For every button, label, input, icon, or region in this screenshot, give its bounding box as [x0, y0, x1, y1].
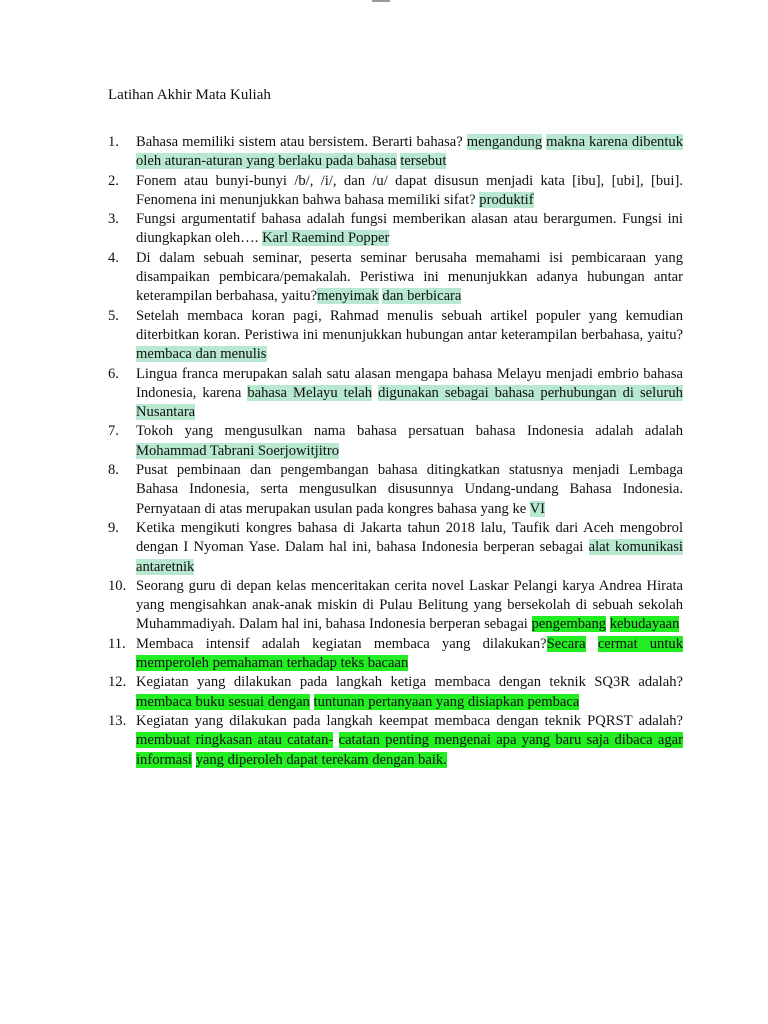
question-number: 9. [108, 519, 119, 536]
answer-highlight: Mohammad Tabrani Soerjowitjitro [136, 442, 339, 459]
question-segment: Lingua franca merupakan salah satu alasan mengapa bahasa Melayu menjadi embrio bahasa Indonesia, karena [136, 365, 683, 401]
question-item [108, 422, 683, 461]
question-segment: Setelah membaca koran pagi, Rahmad menulis sebuah artikel populer yang kemudian diterbitkan koran. Peristiwa ini menunjukkan hubungan antar keterampilan berbahasa, yaitu? [136, 307, 683, 343]
question-segment: Kegiatan yang dilakukan pada langkah ketiga membaca dengan teknik SQ3R adalah? [136, 674, 683, 691]
question-number: 5. [108, 307, 119, 324]
question-segment: Di dalam sebuah seminar, peserta seminar berusaha memahami isi pembicaraan yang disampaikan pembicara/pemakalah. Peristiwa ini menunjukkan adanya hubungan antar keterampilan berbahasa, yaitu? [136, 249, 683, 305]
question-segment: Fungsi argumentatif bahasa adalah fungsi memberikan alasan atau berargumen. Fungsi ini diungkapkan oleh…. [136, 211, 683, 247]
page-top-mark [372, 0, 390, 2]
question-number: 6. [108, 365, 119, 382]
question-number: 10. [108, 577, 127, 594]
question-item [108, 577, 683, 635]
question-text [136, 712, 683, 770]
question-text [136, 210, 683, 249]
question-segment: Pusat pembinaan dan pengembangan bahasa ditingkatkan statusnya menjadi Lembaga Bahasa Indonesia, serta mengusulkan disusunnya Undang-undang Bahasa Indonesia. Pernyataan di atas merupakan usulan pada kongres bahasa yang ke [136, 462, 683, 517]
question-item [108, 172, 683, 211]
question-text [136, 172, 683, 211]
answer-highlight: alat komunikasi antaretnik [136, 539, 683, 575]
question-segment: Tokoh yang mengusulkan nama bahasa persatuan bahasa Indonesia adalah adalah [136, 423, 683, 440]
answer-highlight: digunakan sebagai bahasa perhubungan di seluruh Nusantara [136, 384, 683, 421]
question-segment: Kegiatan yang dilakukan pada langkah keempat membaca dengan teknik PQRST adalah? [136, 712, 683, 729]
answer-highlight: Karl Raemind Popper [262, 230, 390, 247]
question-number: 13. [108, 712, 127, 729]
answer-highlight: VI [529, 500, 546, 517]
answer-highlight: dan berbicara [382, 288, 462, 305]
question-text [136, 365, 683, 423]
question-number: 3. [108, 211, 119, 228]
answer-highlight: yang diperoleh dapat terekam dengan baik. [195, 751, 447, 768]
answer-highlight: produktif [479, 191, 534, 208]
answer-highlight: menyimak [317, 288, 379, 305]
question-item [108, 307, 683, 365]
answer-highlight: bahasa Melayu telah [247, 384, 373, 401]
answer-highlight: membaca dan menulis [136, 346, 267, 363]
question-segment [333, 732, 338, 748]
question-segment: Membaca intensif adalah kegiatan membaca yang dilakukan? [136, 635, 547, 652]
question-number: 8. [108, 462, 119, 479]
question-list [108, 133, 683, 770]
question-item [108, 210, 683, 249]
answer-highlight: membuat ringkasan atau catatan- [136, 732, 334, 749]
answer-highlight: cermat untuk memperoleh pemahaman terhadap teks bacaan [136, 635, 684, 672]
document-title: Latihan Akhir Mata Kuliah [108, 87, 271, 103]
question-segment: Fonem atau bunyi-bunyi /b/, /i/, dan /u/ dapat disusun menjadi kata [ibu], [ubi], [bui]. Fenomena ini menunjukkan bahwa bahasa memiliki sifat? [136, 172, 683, 208]
answer-highlight: pengembang [531, 616, 607, 633]
question-text [136, 249, 683, 307]
question-number: 4. [108, 249, 119, 266]
question-segment: Ketika mengikuti kongres bahasa di Jakarta tahun 2018 lalu, Taufik dari Aceh mengobrol dengan I Nyoman Yase. Dalam hal ini, bahasa Indonesia berperan sebagai [136, 519, 683, 556]
answer-highlight: Secara [546, 635, 586, 652]
answer-highlight: makna karena dibentuk oleh aturan-aturan yang berlaku pada bahasa [136, 134, 684, 170]
question-text [136, 461, 683, 519]
question-text [136, 673, 683, 712]
question-number: 2. [108, 172, 119, 189]
question-segment: Seorang guru di depan kelas menceritakan cerita novel Laskar Pelangi karya Andrea Hirata yang mengisahkan anak-anak miskin di Pulau Belitung yang bersekolah di sebuah sekolah Muhammadiyah. Dalam hal ini, bahasa Indonesia berperan sebagai [136, 577, 683, 633]
answer-highlight: kebudayaan [609, 616, 680, 633]
question-number: 11. [108, 635, 126, 652]
question-number: 7. [108, 423, 119, 440]
question-item [108, 673, 683, 712]
question-text [136, 635, 683, 674]
answer-highlight: tersebut [400, 153, 447, 170]
question-item [108, 365, 683, 423]
question-segment [586, 636, 598, 652]
answer-highlight: mengandung [466, 134, 543, 150]
question-item [108, 519, 683, 577]
answer-highlight: catatan penting mengenai apa yang baru saja dibaca agar informasi [136, 732, 683, 768]
question-text [136, 307, 683, 365]
question-item [108, 461, 683, 519]
question-item [108, 133, 683, 172]
question-text [136, 422, 683, 461]
answer-highlight: tuntunan pertanyaan yang disiapkan pembaca [313, 693, 580, 710]
question-item [108, 712, 683, 770]
question-segment: Bahasa memiliki sistem atau bersistem. Berarti bahasa? [136, 134, 467, 150]
question-text [136, 577, 683, 635]
question-item [108, 635, 683, 674]
question-text [136, 519, 683, 577]
question-number: 12. [108, 674, 127, 691]
question-text [136, 133, 683, 172]
question-item [108, 249, 683, 307]
question-segment [310, 694, 314, 710]
question-number: 1. [108, 134, 119, 150]
answer-highlight: membaca buku sesuai dengan [136, 693, 310, 710]
